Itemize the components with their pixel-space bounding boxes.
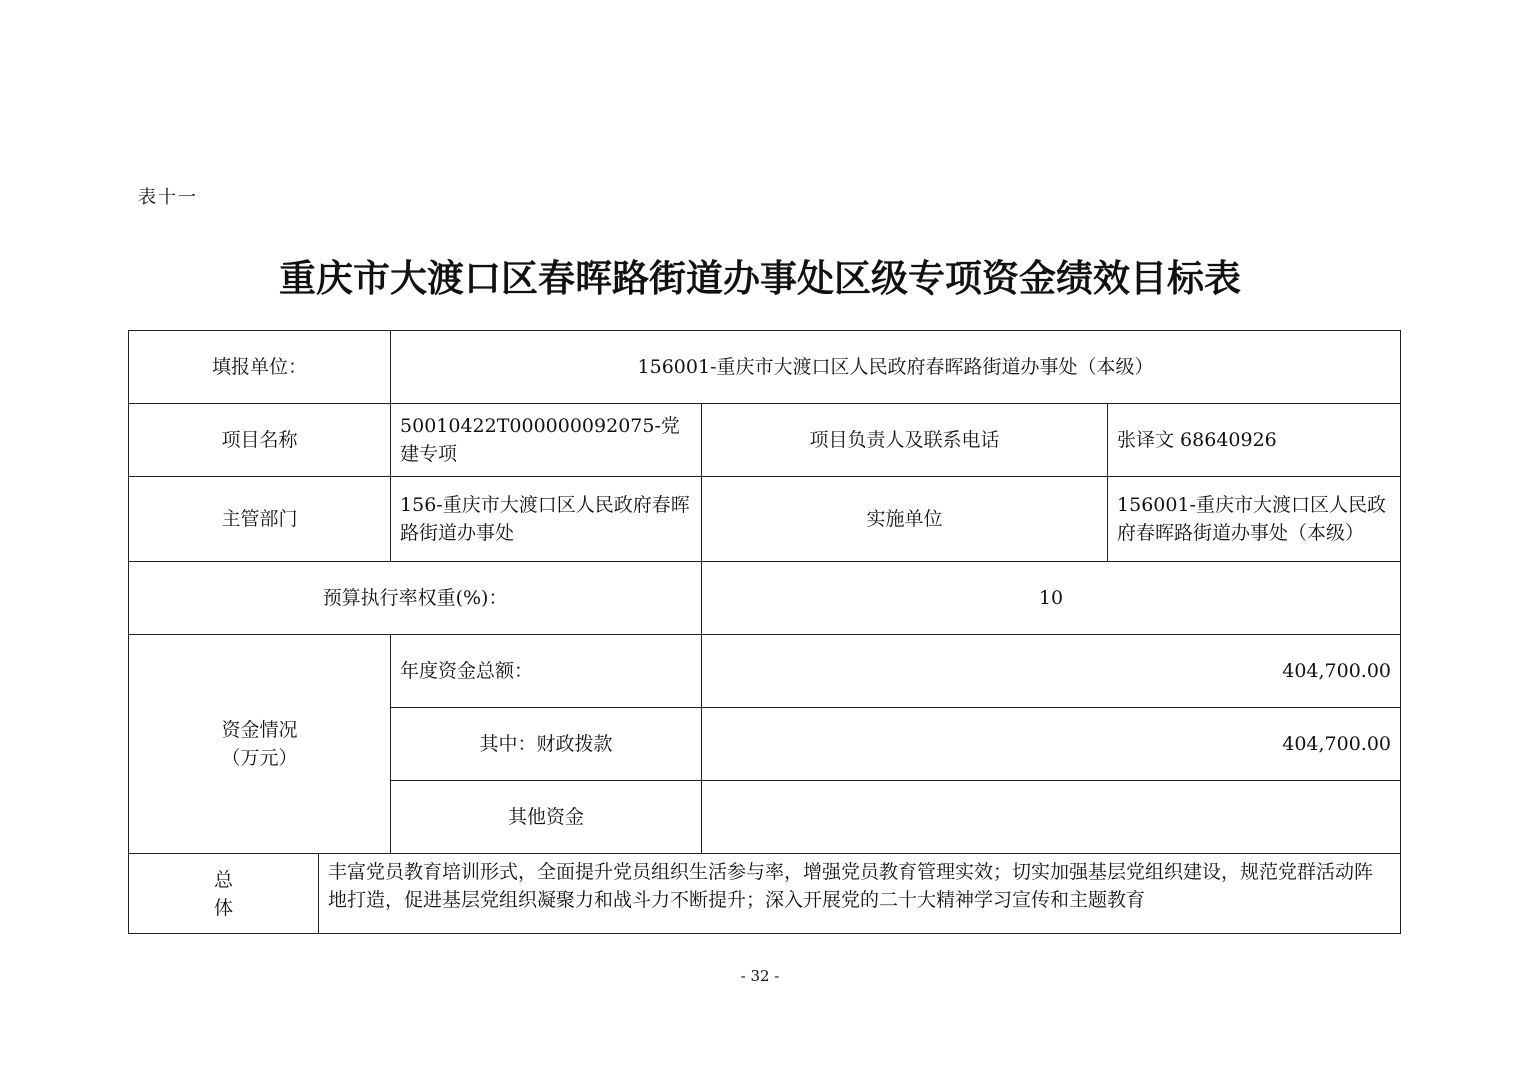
budget-weight-value: 10 — [702, 562, 1401, 635]
annual-total-row — [129, 635, 1401, 708]
project-name-value: 50010422T000000092075-党建专项 — [391, 404, 702, 477]
summary-row — [129, 854, 1401, 934]
table-label: 表十一 — [138, 187, 198, 208]
summary-text: 丰富党员教育培训形式，全面提升党员组织生活参与率，增强党员教育管理实效；切实加强基层党组织建设，规范党群活动阵地打造，促进基层党组织凝聚力和战斗力不断提升；深入开展党的二十大精神学习宣传和主题教育 — [319, 854, 1401, 934]
fiscal-value: 404,700.00 — [702, 708, 1401, 781]
reporting-unit-value: 156001-重庆市大渡口区人民政府春晖路街道办事处（本级） — [391, 331, 1401, 404]
budget-weight-row — [129, 562, 1401, 635]
department-label: 主管部门 — [129, 477, 391, 562]
reporting-unit-row — [129, 331, 1401, 404]
budget-weight-label: 预算执行率权重(%)： — [129, 562, 702, 635]
project-contact-label: 项目负责人及联系电话 — [702, 404, 1108, 477]
fiscal-label: 其中：财政拨款 — [391, 708, 702, 781]
project-name-label: 项目名称 — [129, 404, 391, 477]
summary-label-line1: 总 — [213, 868, 233, 891]
annual-total-value: 404,700.00 — [702, 635, 1401, 708]
project-contact-value: 张译文 68640926 — [1108, 404, 1401, 477]
page-title: 重庆市大渡口区春晖路街道办事处区级专项资金绩效目标表 — [279, 257, 1241, 300]
other-funds-label: 其他资金 — [391, 781, 702, 854]
other-funds-value — [702, 781, 1401, 854]
performance-target-table — [128, 330, 1401, 934]
funds-label-line2: （万元） — [221, 747, 298, 769]
reporting-unit-label: 填报单位： — [129, 331, 391, 404]
summary-label — [129, 854, 319, 934]
annual-total-label: 年度资金总额： — [391, 635, 702, 708]
page-number: - 32 - — [740, 967, 780, 985]
department-row — [129, 477, 1401, 562]
department-value: 156-重庆市大渡口区人民政府春晖路街道办事处 — [391, 477, 702, 562]
implementing-unit-value: 156001-重庆市大渡口区人民政府春晖路街道办事处（本级） — [1108, 477, 1401, 562]
project-name-row — [129, 404, 1401, 477]
implementing-unit-label: 实施单位 — [702, 477, 1108, 562]
summary-label-line2: 体 — [213, 896, 233, 919]
funds-label-line1: 资金情况 — [221, 719, 298, 741]
funds-label — [129, 635, 391, 854]
